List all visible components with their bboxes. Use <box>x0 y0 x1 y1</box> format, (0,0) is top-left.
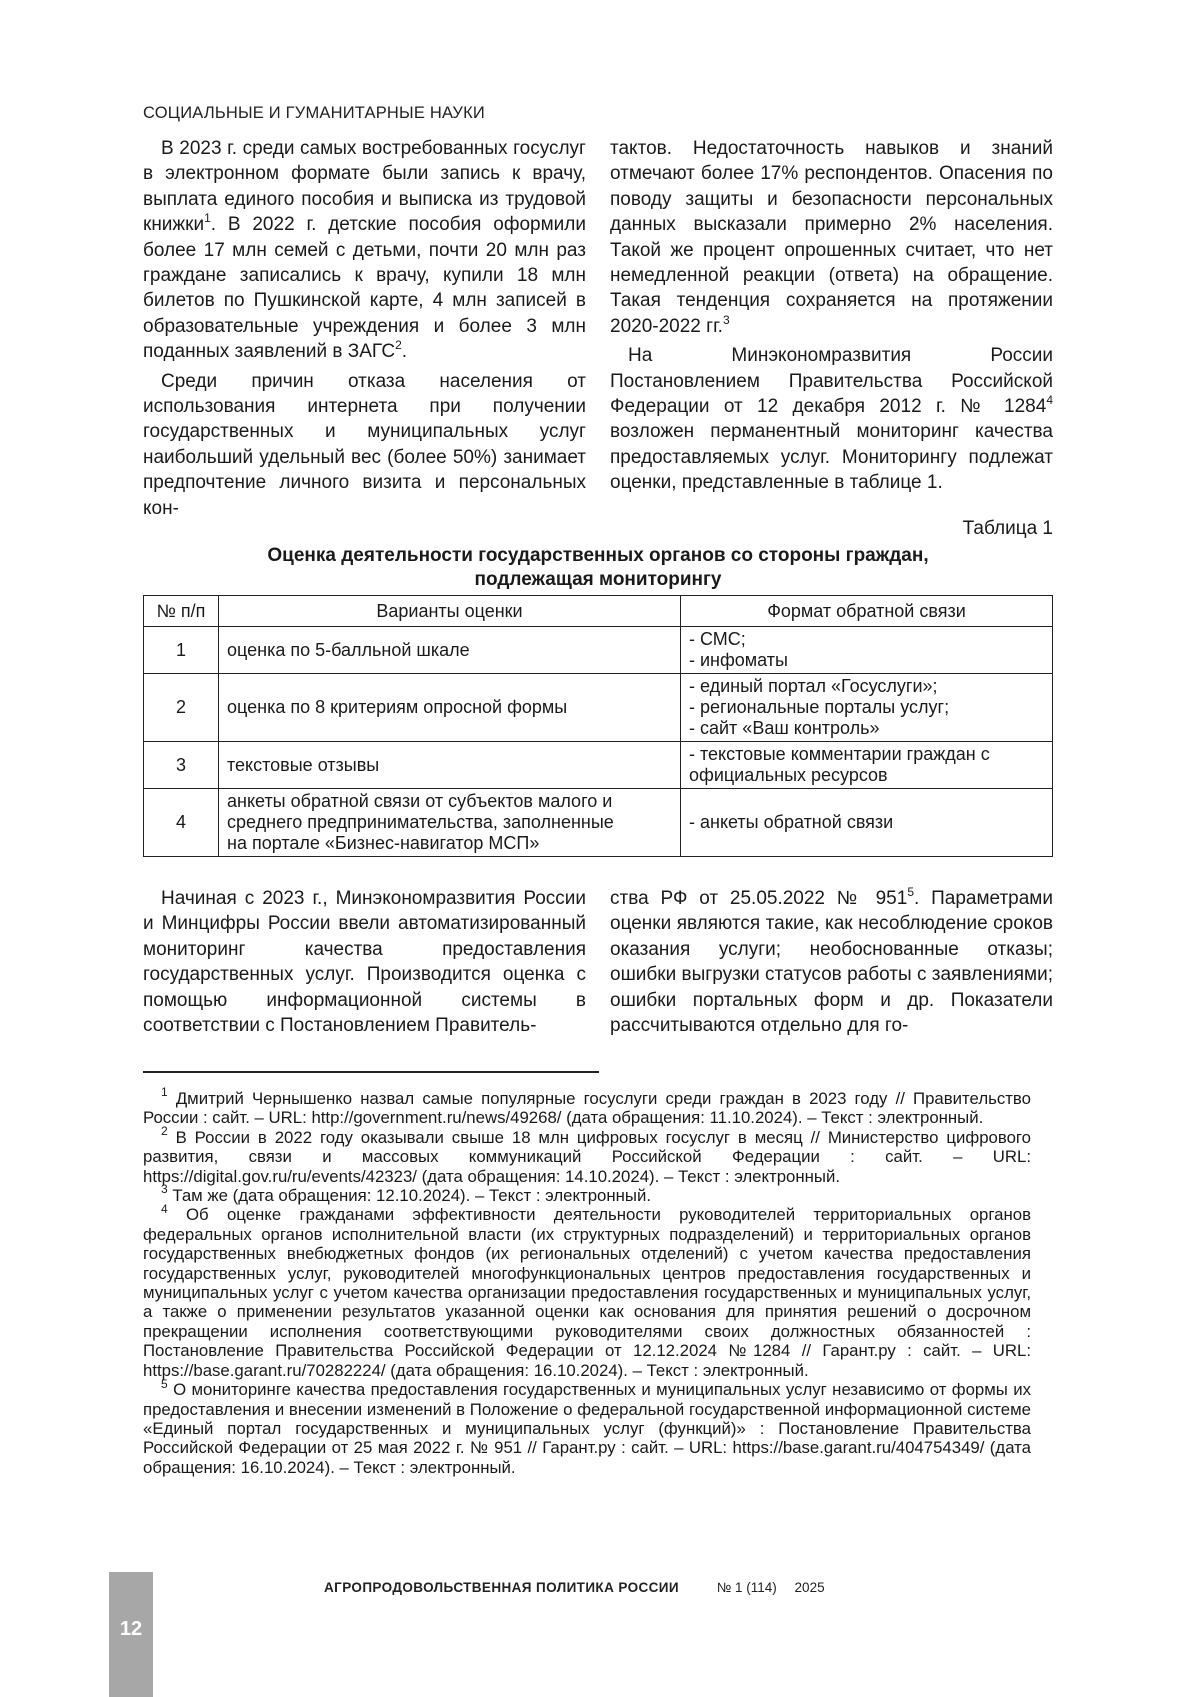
cell-line: текстовые отзывы <box>227 754 380 775</box>
footnote-divider <box>143 1071 599 1073</box>
table-title <box>143 544 1053 592</box>
footnote-ref: 1 <box>204 210 211 225</box>
footnote-number: 1 <box>161 1085 168 1100</box>
variant-cell <box>219 742 681 789</box>
page-footer <box>324 1580 825 1595</box>
format-cell <box>681 627 1053 674</box>
cell-line: оценка по 8 критериям опросной формы <box>227 697 568 717</box>
cell-line: - СМС; <box>689 629 746 649</box>
cell-line: - текстовые комментарии граждан с <box>689 744 990 764</box>
cell-line: оценка по 5-балльной шкале <box>227 639 470 660</box>
text-run: . Параметрами оценки являются такие, как несоблюдение сроков оказания услуги; необоснованные отказы; ошибки выгрузки статусов работы с заявлениями; ошибки портальных форм и др. Показатели рассчитываются отдельно для го- <box>610 888 1053 1037</box>
footnote-number: 4 <box>161 1201 168 1216</box>
variant-cell <box>219 789 681 857</box>
footnote-ref: 5 <box>907 884 914 899</box>
text-run: Среди причин отказа населения от использования интернета при получении государственных и муниципальных услуг наибольший удельный вес (более 50%) занимает предпочтение личного визита и персональных кон- <box>143 370 586 519</box>
table-row <box>144 789 1053 857</box>
footnote-ref: 2 <box>395 337 402 352</box>
issue-year: 2025 <box>794 1580 825 1595</box>
table-header-row <box>144 596 1053 627</box>
text-run: На Минэкономразвития России Постановлением Правительства Российской Федерации от 12 декабря 2012 г. № 1284 <box>610 345 1053 418</box>
footnote-number: 5 <box>161 1376 168 1391</box>
footnote-ref: 4 <box>1046 392 1053 407</box>
footnote <box>143 1085 1031 1128</box>
footnote <box>143 1182 1031 1206</box>
top-left-column <box>143 136 586 525</box>
cell-line: - анкеты обратной связи <box>689 812 894 832</box>
paragraph <box>610 343 1053 495</box>
cell-line: среднего предпринимательства, заполненные <box>227 812 614 832</box>
text-run: возложен перманентный мониторинг качества предоставляемых услуг. Мониторингу подлежат оценки, представленные в таблице 1. <box>610 421 1053 494</box>
footnote-number: 2 <box>161 1124 168 1139</box>
footnote <box>143 1124 1031 1186</box>
footnote-number: 3 <box>161 1182 168 1197</box>
text-run: В 2023 г. среди самых востребованных госуслуг в электронном формате были запись к врачу, выплата единого пособия и выписка из трудовой книжки <box>143 138 586 236</box>
issue-number: № 1 (114) <box>716 1580 777 1595</box>
bottom-right-column <box>610 886 1053 1042</box>
cell-line: официальных ресурсов <box>689 765 888 785</box>
page-tab <box>109 1572 153 1697</box>
journal-title: АГРОПРОДОВОЛЬСТВЕННАЯ ПОЛИТИКА РОССИИ <box>324 1580 679 1595</box>
header-format: Формат обратной связи <box>681 596 1053 627</box>
cell-line: на портале «Бизнес-навигатор МСП» <box>227 833 540 853</box>
paragraph <box>610 886 1053 1038</box>
footnotes <box>143 1085 1031 1477</box>
table-caption: Таблица 1 <box>962 518 1053 539</box>
cell-line: - единый портал «Госуслуги»; <box>689 676 938 696</box>
footnote-text: Там же (дата обращения: 12.10.2024). – Текст : электронный. <box>167 1186 652 1206</box>
text-run: ства РФ от 25.05.2022 № 951 <box>610 888 908 909</box>
footnote <box>143 1201 1031 1380</box>
text-run: . В 2022 г. детские пособия оформили более 17 млн семей с детьми, почти 20 млн раз граждане записались к врачу, купили 18 млн билетов по Пушкинской карте, 4 млн записей в образовательные учреждения и более 3 млн поданных заявлений в ЗАГС <box>143 214 586 363</box>
footnote-text: Об оценке гражданами эффективности деятельности руководителей территориальных органов федеральных органов исполнительной власти (их структурных подразделений) и территориальных органов государственных внебюджетных фондов (их региональных отделений) с учетом качества предоставления государственных услуг, руководителей многофункциональных центров предоставления государственных и муниципальных услуг с учетом качества организации предоставления государственных и муниципальных услуг, а также о применении результатов указанной оценки как основания для принятия решений о досрочном прекращении исполнения соответствующими руководителями своих должностных обязанностей : Постановление Правительства Российской Федерации от 12.12.2024 №1284 // Гарант.ру : сайт. – URL: https://base.garant.ru/70282224/ (дата обращения: 16.10.2024). – Текст : электронный. <box>143 1205 1031 1380</box>
paragraph <box>610 136 1053 339</box>
text-run: . <box>401 341 408 363</box>
top-columns <box>143 136 1053 525</box>
footnote-text: О мониторинге качества предоставления государственных и муниципальных услуг независимо от формы их предоставления и внесении изменений в Положение о федеральной государственной информационной системе «Единый портал государственных и муниципальных услуг (функций)» : Постановление Правительства Российской Федерации от 25 мая 2022 г. № 951 // Гарант.ру : сайт. – URL: https://base.garant.ru/404754349/ (дата обращения: 16.10.2024). – Текст : электронный. <box>143 1380 1031 1477</box>
page-number: 12 <box>119 1618 143 1640</box>
text-run: тактов. Недостаточность навыков и знаний отмечают более 17% респондентов. Опасения по поводу защиты и безопасности персональных данных высказали примерно 2% населения. Такой же процент опрошенных считает, что нет немедленной реакции (ответа) на обращение. Такая тенденция сохраняется на протяжении 2020-2022 гг. <box>610 138 1053 337</box>
cell-line: - региональные порталы услуг; <box>689 697 950 717</box>
section-header: СОЦИАЛЬНЫЕ И ГУМАНИТАРНЫЕ НАУКИ <box>143 104 485 122</box>
format-cell <box>681 789 1053 857</box>
variant-cell <box>219 674 681 742</box>
row-number: 4 <box>144 789 219 857</box>
footnote <box>143 1376 1031 1477</box>
row-number: 1 <box>144 627 219 674</box>
table-row <box>144 742 1053 789</box>
footnote-text: Дмитрий Чернышенко назвал самые популярные госуслуги среди граждан в 2023 году // Правительство России : сайт. – URL: http://government.ru/news/49268/ (дата обращения: 11.10.2024). – Текст : электронный. <box>143 1089 1031 1128</box>
assessment-table <box>143 595 1053 857</box>
format-cell <box>681 674 1053 742</box>
paragraph <box>143 136 586 365</box>
header-variants: Варианты оценки <box>219 596 681 627</box>
bottom-left-column <box>143 886 586 1042</box>
table-title-line: подлежащая мониторингу <box>474 569 722 590</box>
variant-cell <box>219 627 681 674</box>
bottom-columns <box>143 886 1053 1042</box>
format-cell <box>681 742 1053 789</box>
header-number: № п/п <box>144 596 219 627</box>
footnote-ref: 3 <box>722 312 730 327</box>
top-right-column <box>610 136 1053 525</box>
footnote-text: В России в 2022 году оказывали свыше 18 млн цифровых госуслуг в месяц // Министерство цифрового развития, связи и массовых коммуникаций Российской Федерации : сайт. – URL: https://digital.gov.ru/ru/events/42323/ (дата обращения: 14.10.2024). – Текст : электронный. <box>143 1127 1031 1186</box>
cell-line: анкеты обратной связи от субъектов малого и <box>227 791 613 811</box>
table-row <box>144 627 1053 674</box>
text-run: Начиная с 2023 г., Минэкономразвития России и Минцифры России ввели автоматизированный мониторинг качества предоставления государственных услуг. Производится оценка с помощью информационной системы в соответствии с Постановлением Правитель- <box>143 888 586 1037</box>
paragraph <box>143 886 586 1038</box>
row-number: 3 <box>144 742 219 789</box>
cell-line: - сайт «Ваш контроль» <box>689 718 880 738</box>
table-row <box>144 674 1053 742</box>
cell-line: - инфоматы <box>689 650 788 670</box>
paragraph <box>143 369 586 521</box>
table-title-line: Оценка деятельности государственных органов со стороны граждан, <box>267 545 929 566</box>
row-number: 2 <box>144 674 219 742</box>
